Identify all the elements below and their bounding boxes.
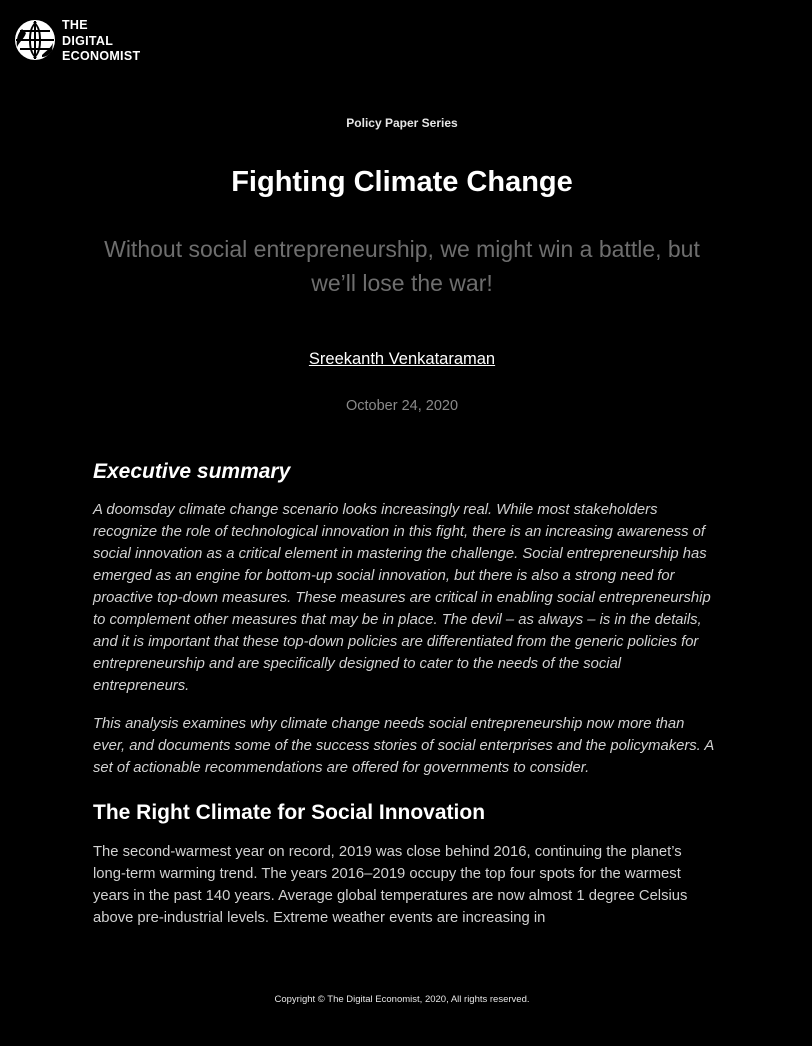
author-line bbox=[0, 350, 808, 369]
author-link[interactable]: Sreekanth Venkataraman bbox=[308, 350, 496, 368]
executive-summary-paragraph-2: This analysis examines why climate change needs social entrepreneurship now more than ever, and documents some of the success stories of social enterprises and the policymakers. A set of actionable recommendations are offered for governments to consider. bbox=[93, 716, 714, 776]
page-title: Fighting Climate Change bbox=[231, 166, 573, 198]
right-climate-paragraph-1: The second-warmest year on record, 2019 was close behind 2016, continuing the planet’s long-term warming trend. The years 2016–2019 occupy the top four spots for the warmest years in the past 140 years. Average global temperatures are now almost 1 degree Celsius above pre-industrial levels. Extreme weather events are increasing in bbox=[93, 844, 688, 926]
page-subtitle: Without social entrepreneurship, we might win a battle, but we’ll lose the war! bbox=[104, 236, 700, 296]
brand-line-2: DIGITAL bbox=[62, 33, 114, 48]
globe-icon bbox=[12, 17, 58, 63]
brand-logo bbox=[12, 17, 140, 65]
brand-name bbox=[62, 17, 140, 65]
executive-summary-paragraph-1: A doomsday climate change scenario looks increasingly real. While most stakeholders recognize the role of technological innovation in this fight, there is an increasing awareness of social innovation as a critical element in mastering the challenge. Social entrepreneurship has emerged as an engine for bottom-up social innovation, but there is also a strong need for proactive top-down measures. These measures are critical in enabling social entrepreneurship to complement other measures that may be in place. The devil – as always – is in the details, and it is important that these top-down policies are differentiated from the generic policies for entrepreneurship and are specifically designed to cater to the needs of the social entrepreneurs. bbox=[93, 502, 711, 694]
series-label: Policy Paper Series bbox=[346, 116, 458, 130]
brand-line-1: THE bbox=[62, 18, 88, 32]
right-climate-heading: The Right Climate for Social Innovation bbox=[93, 801, 486, 824]
copyright-footer: Copyright © The Digital Economist, 2020, All rights reserved. bbox=[274, 994, 530, 1005]
executive-summary-heading: Executive summary bbox=[93, 460, 291, 483]
main-content bbox=[93, 458, 718, 929]
brand-line-3: ECONOMIST bbox=[62, 49, 141, 63]
publish-date: October 24, 2020 bbox=[345, 398, 459, 414]
